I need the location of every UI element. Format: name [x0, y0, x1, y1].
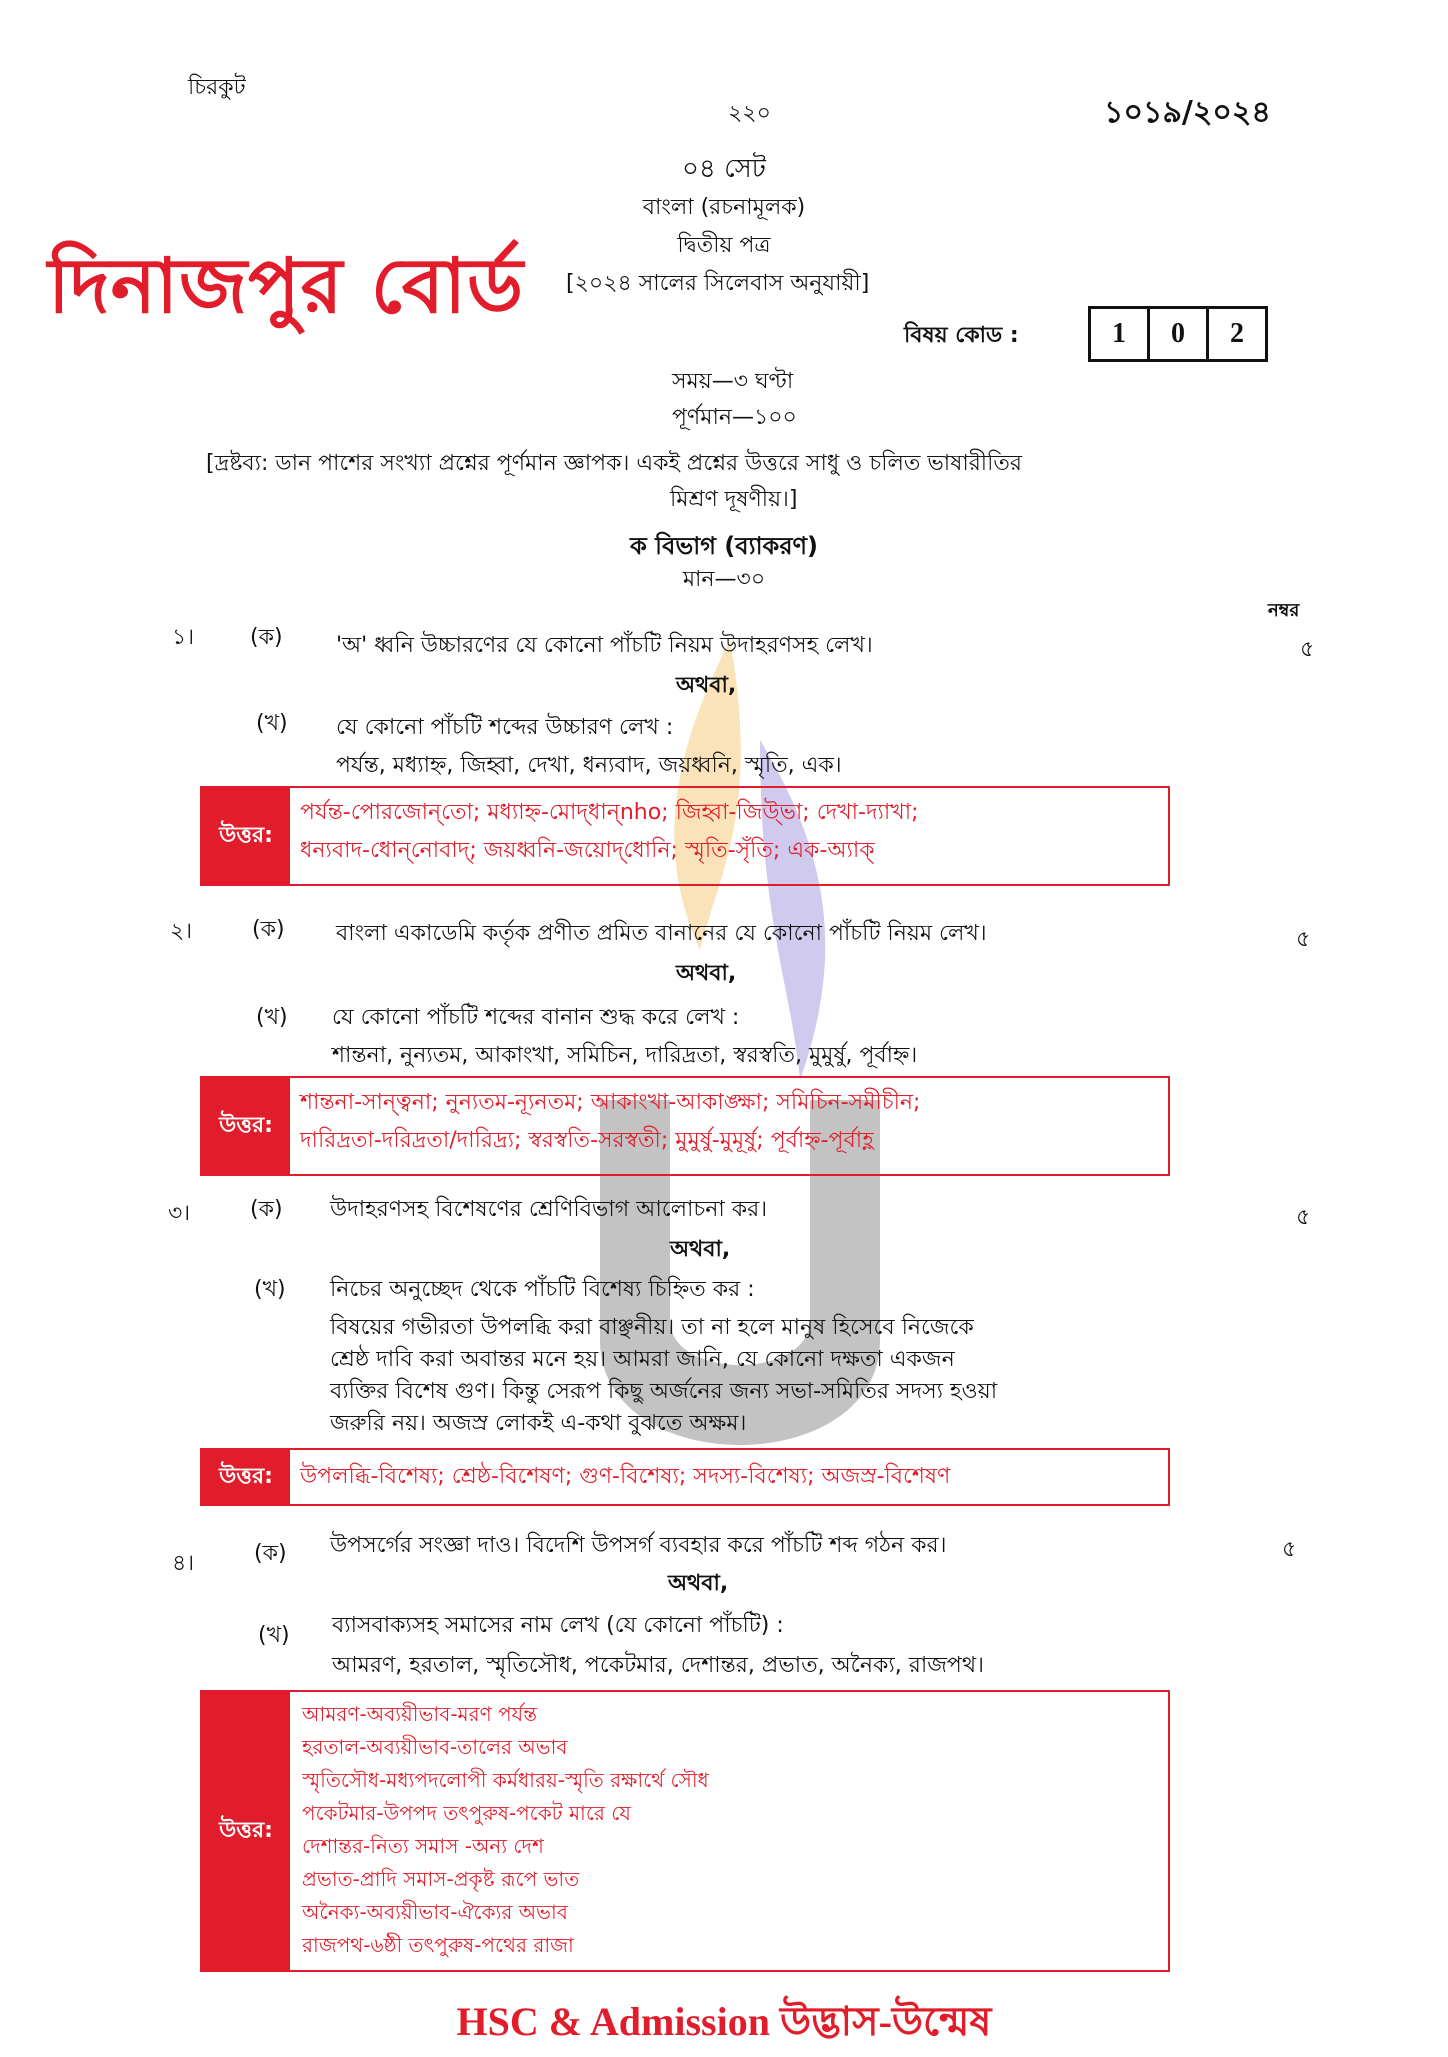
- top-center-number: ২২০: [728, 101, 771, 126]
- answer-label: উত্তর:: [202, 788, 290, 884]
- answer-line: পকেটমার-উপপদ তৎপুরুষ-পকেট মারে যে: [302, 1801, 631, 1825]
- exam-code: ১০১৯/২০২৪: [1104, 95, 1271, 130]
- answer-label: উত্তর:: [202, 1078, 290, 1174]
- question-text: যে কোনো পাঁচটি শব্দের উচ্চারণ লেখ :: [336, 715, 674, 740]
- question-text: বাংলা একাডেমি কর্তৃক প্রণীত প্রমিত বানানের যে কোনো পাঁচটি নিয়ম লেখ।: [336, 921, 987, 946]
- answer-line: দেশান্তর-নিত্য সমাস -অন্য দেশ: [302, 1834, 544, 1858]
- answer-content: [290, 1450, 960, 1504]
- or-label: অথবা,: [676, 961, 737, 986]
- paper-title: দ্বিতীয় পত্র: [677, 233, 771, 258]
- subject-title: বাংলা (রচনামূলক): [642, 195, 806, 220]
- answer-box: [200, 786, 1170, 886]
- subject-code-digit: 0: [1150, 309, 1209, 359]
- answer-line: ধন্যবাদ-ধোন্‌নোবাদ্; জয়ধ্বনি-জয়োদ্‌ধোনি; স্মৃতি-সৃঁতি; এক-অ্যাক্: [300, 838, 875, 863]
- answer-label: উত্তর:: [202, 1692, 290, 1970]
- answer-line: দারিদ্রতা-দরিদ্রতা/দারিদ্র্য; স্বরস্বতি-সরস্বতী; মুমুর্ষু-মুমূর্ষু; পূর্বাহ্ন-পূর্বাহ্ণ: [300, 1128, 874, 1153]
- paragraph-line: বিষয়ের গভীরতা উপলব্ধি করা বাঞ্ছনীয়। তা না হলে মানুষ হিসেবে নিজেকে: [330, 1315, 974, 1340]
- question-mark: ৫: [1282, 1537, 1297, 1562]
- sub-question-label: (ক): [250, 625, 283, 650]
- question-mark: ৫: [1300, 637, 1315, 662]
- section-marks: মান—৩০: [682, 567, 766, 592]
- question-text: উপসর্গের সংজ্ঞা দাও। বিদেশি উপসর্গ ব্যবহার করে পাঁচটি শব্দ গঠন কর।: [330, 1533, 947, 1558]
- question-number: ১।: [172, 625, 195, 650]
- instruction-line-2: মিশ্রণ দূষণীয়।]: [670, 487, 798, 512]
- sub-question-label: (খ): [256, 711, 288, 736]
- answer-line: পর্যন্ত-পোরজোন্‌তো; মধ্যাহ্ন-মোদ্‌ধান্‌nho; জিহ্বা-জিউ্‌ভা; দেখা-দ্যাখা;: [300, 800, 919, 825]
- answer-content: [290, 1692, 721, 1970]
- question-text: যে কোনো পাঁচটি শব্দের বানান শুদ্ধ করে লেখ :: [332, 1005, 740, 1030]
- answer-line: উপলব্ধি-বিশেষ্য; শ্রেষ্ঠ-বিশেষণ; গুণ-বিশেষ্য; সদস্য-বিশেষ্য; অজস্র-বিশেষণ: [300, 1464, 951, 1489]
- subject-code-digit: 1: [1091, 309, 1150, 359]
- question-number: ৩।: [168, 1201, 191, 1226]
- subject-code-label: বিষয় কোড :: [904, 323, 1019, 348]
- question-text: 'অ' ধ্বনি উচ্চারণের যে কোনো পাঁচটি নিয়ম উদাহরণসহ লেখ।: [336, 633, 873, 658]
- subject-code-digit: 2: [1230, 318, 1244, 349]
- full-marks: পূর্ণমান—১০০: [672, 405, 797, 430]
- question-mark: ৫: [1296, 1205, 1311, 1230]
- or-label: অথবা,: [670, 1237, 731, 1262]
- answer-content: [290, 788, 929, 884]
- sub-question-label: (ক): [250, 1197, 283, 1222]
- paragraph-line: ব্যক্তির বিশেষ গুণ। কিন্তু সেরূপ কিছু অর্জনের জন্য সভা-সমিতির সদস্য হওয়া: [330, 1379, 998, 1404]
- word-list: পর্যন্ত, মধ্যাহ্ন, জিহ্বা, দেখা, ধন্যবাদ, জয়ধ্বনি, স্মৃতি, এক।: [336, 753, 842, 778]
- answer-line: প্রভাত-প্রাদি সমাস-প্রকৃষ্ট রূপে ভাত: [302, 1867, 580, 1891]
- subject-code-box: [1088, 306, 1268, 362]
- answer-box: [200, 1690, 1170, 1972]
- paragraph-line: শ্রেষ্ঠ দাবি করা অবান্তর মনে হয়। আমরা জানি, যে কোনো দক্ষতা একজন: [330, 1347, 955, 1372]
- or-label: অথবা,: [668, 1571, 729, 1596]
- question-number: ৪।: [172, 1551, 195, 1576]
- answer-box: [200, 1076, 1170, 1176]
- question-number: ২।: [170, 919, 193, 944]
- paragraph-line: জরুরি নয়। অজস্র লোকই এ-কথা বুঝতে অক্ষম।: [330, 1411, 747, 1436]
- answer-line: অনৈক্য-অব্যয়ীভাব-ঐক্যের অভাব: [302, 1900, 568, 1924]
- exam-time: সময়—৩ ঘণ্টা: [672, 369, 794, 394]
- question-text: নিচের অনুচ্ছেদ থেকে পাঁচটি বিশেষ্য চিহ্নিত কর :: [330, 1277, 755, 1302]
- marks-column-header: নম্বর: [1268, 600, 1300, 621]
- answer-line: স্মৃতিসৌধ-মধ্যপদলোপী কর্মধারয়-স্মৃতি রক্ষার্থে সৌধ: [302, 1768, 709, 1792]
- sub-question-label: (ক): [252, 917, 285, 942]
- sub-question-label: (খ): [256, 1005, 288, 1030]
- answer-label: উত্তর:: [202, 1450, 290, 1504]
- set-label: ০৪ সেট: [682, 154, 766, 184]
- answer-line: আমরণ-অব্যয়ীভাব-মরণ পর্যন্ত: [302, 1702, 537, 1726]
- question-text: উদাহরণসহ বিশেষণের শ্রেণিবিভাগ আলোচনা কর।: [330, 1197, 768, 1222]
- instruction-line-1: [দ্রষ্টব্য: ডান পাশের সংখ্যা প্রশ্নের পূর্ণমান জ্ঞাপক। একই প্রশ্নের উত্তরে সাধু ও চলিত ভাষারীতির: [206, 451, 1022, 476]
- footer-brand: HSC & Admission উদ্ভাস-উন্মেষ: [456, 1999, 992, 2044]
- word-list: আমরণ, হরতাল, স্মৃতিসৌধ, পকেটমার, দেশান্তর, প্রভাত, অনৈক্য, রাজপথ।: [332, 1653, 984, 1678]
- syllabus-note: [২০২৪ সালের সিলেবাস অনুযায়ী]: [566, 271, 870, 296]
- question-text: ব্যাসবাক্যসহ সমাসের নাম লেখ (যে কোনো পাঁচটি) :: [332, 1613, 784, 1638]
- answer-line: হরতাল-অব্যয়ীভাব-তালের অভাব: [302, 1735, 568, 1759]
- board-name: দিনাজপুর বোর্ড: [48, 241, 525, 330]
- sub-question-label: (খ): [258, 1623, 290, 1648]
- sub-question-label: (খ): [254, 1277, 286, 1302]
- or-label: অথবা,: [676, 673, 737, 698]
- answer-content: [290, 1078, 930, 1174]
- word-list: শান্তনা, নুন্যতম, আকাংখা, সমিচিন, দারিদ্রতা, স্বরস্বতি, মুমুর্ষু, পূর্বাহ্ন।: [332, 1043, 918, 1068]
- section-title: ক বিভাগ (ব্যাকরণ): [629, 532, 819, 560]
- answer-line: রাজপথ-৬ষ্ঠী তৎপুরুষ-পথের রাজা: [302, 1933, 574, 1957]
- question-mark: ৫: [1296, 927, 1311, 952]
- answer-box: [200, 1448, 1170, 1506]
- top-left-note: চিরকুট: [188, 75, 246, 100]
- answer-line: শান্তনা-সান্ত্বনা; নুন্যতম-ন্যূনতম; আকাংখা-আকাঙ্ক্ষা; সমিচিন-সমীচীন;: [300, 1090, 921, 1115]
- sub-question-label: (ক): [254, 1541, 287, 1566]
